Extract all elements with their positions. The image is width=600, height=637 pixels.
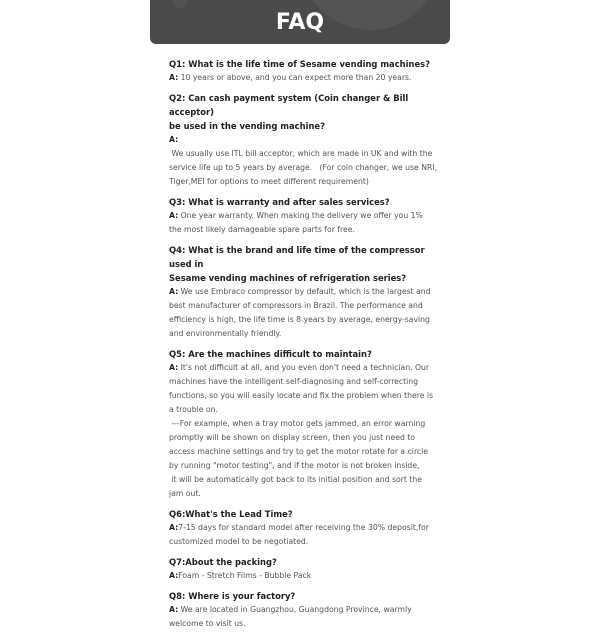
faq-answer — [169, 209, 434, 237]
faq-list — [169, 57, 438, 637]
faq-item — [169, 347, 434, 501]
faq-answer — [169, 133, 438, 189]
faq-question: Q3: What is warranty and after sales services? — [169, 197, 390, 207]
faq-question: Q2: Can cash payment system (Coin changer & Bill acceptor) be used in the vending machine? — [169, 93, 409, 131]
banner-decoration — [172, 0, 188, 8]
answer-line: We use Embraco compressor by default, which is the largest and — [178, 287, 431, 296]
answer-line: jam out. — [169, 489, 201, 498]
answer-line: service life up to 5 years by average. (For coin changer, we use NRI, — [169, 163, 438, 172]
faq-question: Q7:About the packing? — [169, 557, 277, 567]
answer-line: customized model to be negotiated. — [169, 537, 309, 546]
answer-line: ---For example, when a tray motor gets jammed, an error warning — [169, 419, 426, 428]
answer-line: Foam - Stretch Films - Bubble Pack — [178, 571, 312, 580]
answer-prefix: A: — [169, 363, 179, 372]
answer-prefix: A: — [169, 287, 179, 296]
faq-question: Q4: What is the brand and life time of the compressor used in Sesame vending machines of refrigeration series? — [169, 245, 425, 283]
faq-answer — [169, 521, 434, 549]
answer-line: welcome to visit us. — [169, 619, 246, 628]
faq-answer — [169, 603, 434, 631]
faq-item — [169, 195, 434, 237]
answer-line: promptly will be shown on display screen, then you just need to — [169, 433, 416, 442]
answer-prefix: A: — [169, 571, 179, 580]
answer-line: access machine settings and try to get the motor rotate for a circle — [169, 447, 429, 456]
faq-answer — [169, 569, 434, 583]
faq-question: Q1: What is the life time of Sesame vending machines? — [169, 59, 430, 69]
answer-line: best manufacturer of compressors in Brazil. The performance and — [169, 301, 423, 310]
answer-line: functions, so you will easily locate and fix the problem when there is — [169, 391, 434, 400]
answer-line: We are located in Guangzhou, Guangdong Province, warmly — [178, 605, 412, 614]
answer-line: and environmentally friendly. — [169, 329, 282, 338]
answer-prefix: A: — [169, 211, 179, 220]
answer-line: It's not difficult at all, and you even don't need a technician. Our — [178, 363, 430, 372]
answer-prefix: A: — [169, 73, 179, 82]
faq-answer — [169, 361, 434, 501]
faq-question: Q8: Where is your factory? — [169, 591, 296, 601]
answer-line: it will be automatically got back to its initial position and sort the — [169, 475, 422, 484]
answer-line: 7-15 days for standard model after receiving the 30% deposit,for — [178, 523, 429, 532]
faq-item — [169, 507, 434, 549]
answer-line: One year warranty. When making the delivery we offer you 1% — [178, 211, 423, 220]
faq-item — [169, 243, 434, 341]
faq-item — [169, 589, 434, 631]
answer-line: by running "motor testing", and if the motor is not broken inside, — [169, 461, 420, 470]
answer-line: the most likely damageable spare parts for free. — [169, 225, 355, 234]
faq-item — [169, 57, 434, 85]
answer-prefix: A: — [169, 523, 179, 532]
faq-question: Q6:What's the Lead Time? — [169, 509, 293, 519]
faq-question: Q5: Are the machines difficult to maintain? — [169, 349, 372, 359]
answer-prefix: A: — [169, 605, 179, 614]
answer-line: Tiger,MEI for options to meet different requirement) — [169, 177, 369, 186]
page-title: FAQ — [275, 10, 325, 35]
faq-banner — [150, 0, 450, 44]
answer-line: efficiency is high, the life time is 8 years by average, energy-saving — [169, 315, 430, 324]
faq-answer — [169, 285, 434, 341]
answer-prefix: A: — [169, 135, 179, 144]
answer-line: 10 years or above, and you can expect more than 20 years. — [178, 73, 412, 82]
faq-answer — [169, 71, 434, 85]
faq-item — [169, 555, 434, 583]
faq-item — [169, 91, 438, 189]
answer-line: We usually use ITL bill acceptor, which are made in UK and with the — [169, 149, 433, 158]
answer-line: a trouble on. — [169, 405, 218, 414]
answer-line: machines have the intelligent self-diagnosing and self-correcting — [169, 377, 419, 386]
